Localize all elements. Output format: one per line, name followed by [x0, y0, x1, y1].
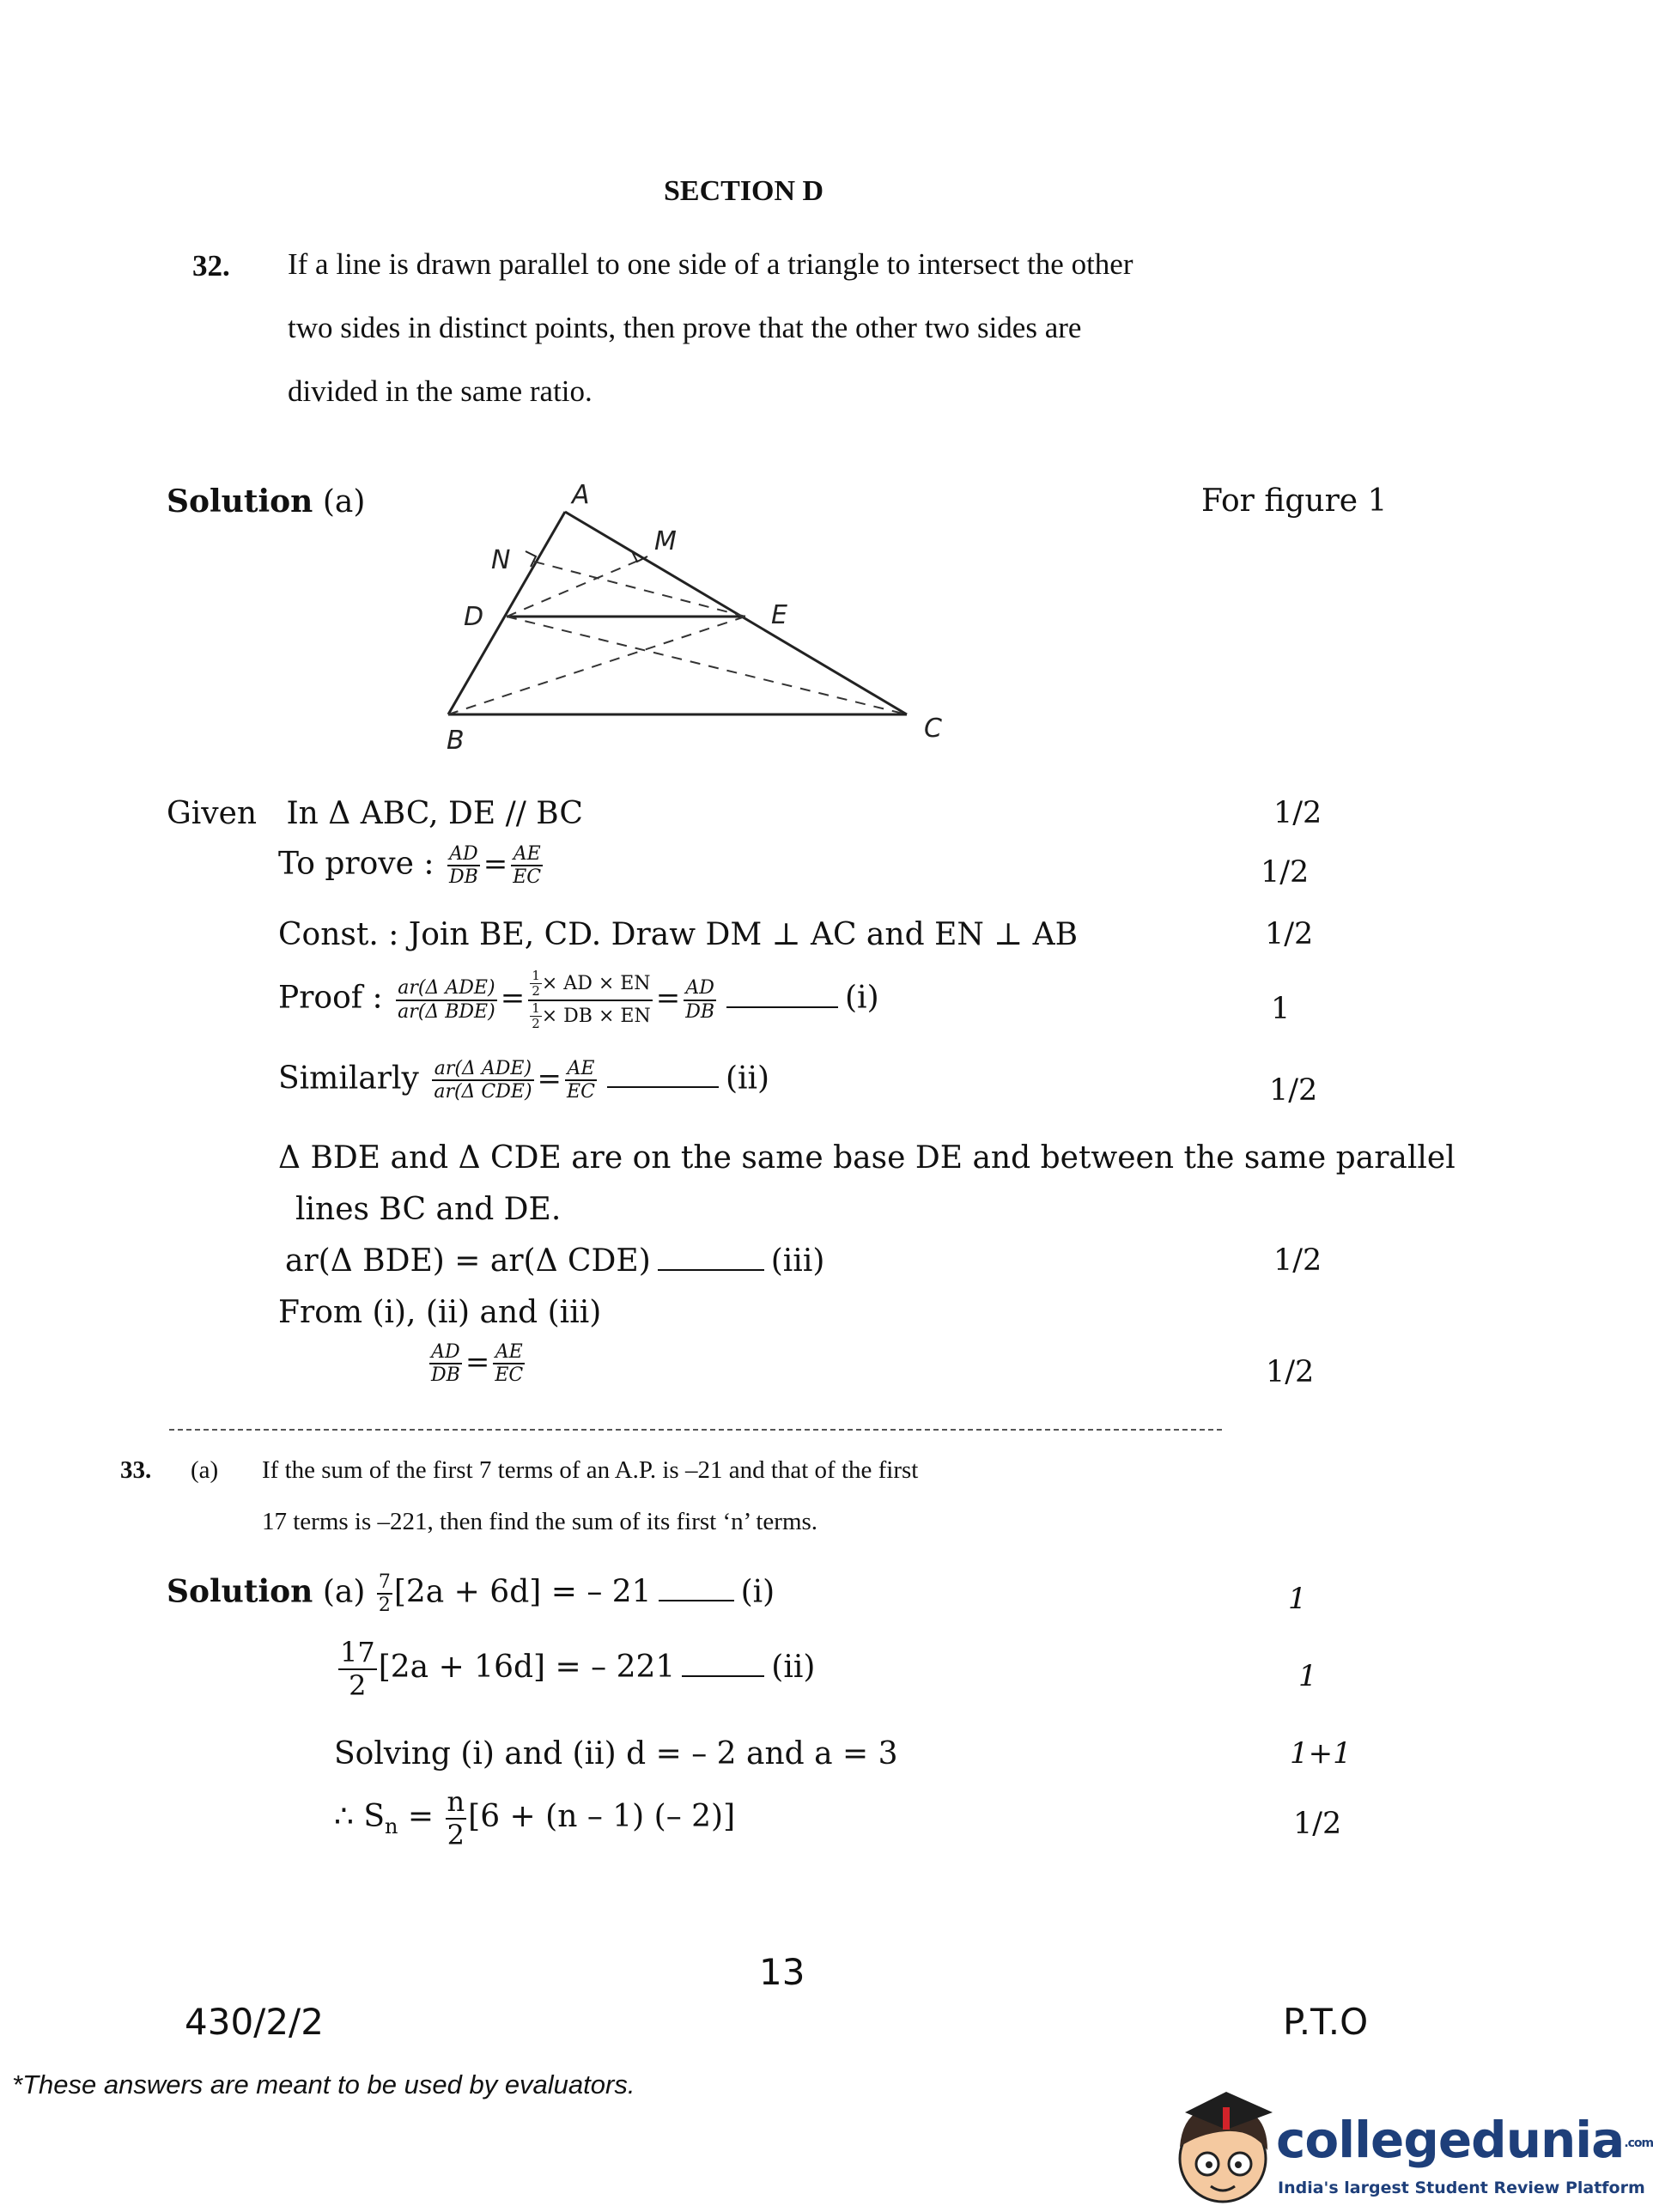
ar-ref: (iii)	[770, 1243, 825, 1279]
label-e: E	[771, 600, 787, 630]
label-n: N	[491, 545, 511, 575]
question-32-number: 32.	[192, 249, 230, 283]
pto: P.T.O	[1283, 2001, 1369, 2043]
triangle-figure	[421, 472, 970, 764]
proof-ref: (i)	[845, 980, 879, 1016]
collegedunia-mascot-logo	[1166, 2087, 1283, 2207]
bde-line-1: Δ BDE and Δ CDE are on the same base DE and between the same parallel	[278, 1140, 1455, 1176]
proof-label: Proof :	[278, 980, 383, 1016]
frac-7-2: $\frac{7}{2}$	[378, 1571, 391, 1617]
similarly-ref: (ii)	[725, 1060, 770, 1097]
frac-ae-ec: $\frac{AE}{EC}$	[513, 843, 542, 889]
from-line: From (i), (ii) and (iii)	[278, 1295, 602, 1330]
dashed-cd	[507, 617, 907, 714]
frac-ae-ec-final: $\frac{AE}{EC}$	[495, 1341, 524, 1387]
question-33-part: (a)	[191, 1456, 219, 1484]
frac-17-2: $\frac{17}{2}$	[340, 1636, 375, 1702]
label-d: D	[464, 602, 484, 632]
frac-ad-db: $\frac{AD}{DB}$	[448, 843, 478, 889]
question-33-line-2: 17 terms is –221, then find the sum of its first ‘n’ terms.	[262, 1508, 818, 1535]
brand-name: collegedunia.com	[1276, 2111, 1653, 2169]
mark-solving: 1+1	[1290, 1736, 1352, 1771]
dashed-en	[534, 562, 745, 617]
final-ratio-line: $\frac{AD}{DB}$ = $\frac{AE}{EC}$	[431, 1341, 524, 1387]
frac-n-2: $\frac{n}{2}$	[447, 1785, 465, 1851]
solution-label: Solution	[167, 483, 313, 520]
question-33-number: 33.	[120, 1456, 152, 1484]
question-32-line-1: If a line is drawn parallel to one side of a triangle to intersect the other	[288, 247, 1133, 281]
label-c: C	[924, 714, 942, 744]
mark-given: 1/2	[1273, 796, 1322, 830]
mark-final: 1/2	[1266, 1355, 1315, 1389]
sn-line: ∴ $S_n$ = $\frac{n}{2}$ [6 + (n – 1) (– 2)]	[334, 1785, 736, 1851]
mark-eq1: 1	[1288, 1582, 1307, 1616]
bde-line-2: lines BC and DE.	[295, 1192, 562, 1227]
to-prove-label: To prove :	[278, 846, 435, 882]
mark-sn: 1/2	[1293, 1807, 1342, 1841]
mark-ar: 1/2	[1273, 1243, 1322, 1278]
mark-to-prove: 1/2	[1261, 855, 1310, 890]
label-b: B	[447, 726, 465, 756]
ar-equality-line	[285, 1243, 824, 1279]
solution-part: (a)	[322, 484, 366, 520]
question-32-line-2: two sides in distinct points, then prove that the other two sides are	[288, 311, 1082, 344]
mark-eq2: 1	[1298, 1659, 1317, 1693]
frac-half-products: $\frac{1}{2}$ × AD × EN $\frac{1}{2}$ × DB × EN	[528, 969, 653, 1031]
evaluator-note: *These answers are meant to be used by evaluators.	[12, 2069, 635, 2100]
dashed-be	[448, 617, 745, 714]
frac-ad-db-2: $\frac{AD}{DB}$	[685, 977, 715, 1023]
section-divider	[169, 1429, 1222, 1431]
page-number: 13	[759, 1951, 805, 1993]
to-prove-line: To prove : $\frac{AD}{DB}$ = $\frac{AE}{EC}$	[278, 843, 542, 889]
mark-construction: 1/2	[1265, 917, 1314, 951]
frac-ar-ade-cde: $\frac{\text{ar(Δ ADE)}}{\text{ar(Δ CDE)}}$	[434, 1058, 532, 1103]
similarly-line: Similarly $\frac{\text{ar(Δ ADE)}}{\text{ar(Δ CDE)}}$ = $\frac{AE}{EC}$ (ii)	[278, 1058, 770, 1103]
given-line	[167, 796, 583, 831]
similarly-label: Similarly	[278, 1060, 419, 1097]
solution-32-header	[167, 483, 365, 520]
dashed-dm	[507, 558, 644, 617]
frac-ar-ade-bde: $\frac{\text{ar(Δ ADE)}}{\text{ar(Δ BDE)}}$	[398, 977, 495, 1023]
frac-ad-db-final: $\frac{AD}{DB}$	[431, 1341, 460, 1387]
solving-line: Solving (i) and (ii) d = – 2 and a = 3	[334, 1736, 898, 1771]
paper-code: 430/2/2	[185, 2001, 324, 2043]
frac-ae-ec-2: $\frac{AE}{EC}$	[567, 1058, 595, 1103]
label-a: A	[572, 480, 590, 510]
mark-similarly: 1/2	[1269, 1073, 1318, 1108]
brand-suffix: .com	[1624, 2136, 1653, 2150]
question-33-line-1: If the sum of the first 7 terms of an A.P. is –21 and that of the first	[262, 1456, 919, 1484]
section-title: SECTION D	[664, 175, 824, 207]
solution-33-eq2: $\frac{17}{2}$ [2a + 16d] = – 221 (ii)	[340, 1636, 816, 1702]
given-text: In Δ ABC, DE // BC	[286, 796, 583, 831]
question-32-line-3: divided in the same ratio.	[288, 374, 593, 408]
given-label: Given	[167, 796, 258, 831]
label-m: M	[654, 526, 677, 556]
construction-line: Const. : Join BE, CD. Draw DM ⊥ AC and EN ⊥ AB	[278, 917, 1079, 952]
ar-equality: ar(Δ BDE) = ar(Δ CDE)	[285, 1243, 651, 1279]
solution-33-eq1: Solution (a) $\frac{7}{2}$ [2a + 6d] = – 21 (i)	[167, 1571, 775, 1617]
proof-line: Proof : $\frac{\text{ar(Δ ADE)}}{\text{ar(Δ BDE)}}$ = $\frac{1}{2}$ × AD × EN $\frac{1}{2}$ × DB × EN = $\frac{AD}{DB}$ (i)	[278, 968, 879, 1031]
side-ac	[565, 512, 907, 714]
brand-tagline: India's largest Student Review Platform	[1278, 2179, 1645, 2197]
mark-proof: 1	[1271, 992, 1291, 1026]
figure-note: For figure 1	[1201, 483, 1388, 519]
